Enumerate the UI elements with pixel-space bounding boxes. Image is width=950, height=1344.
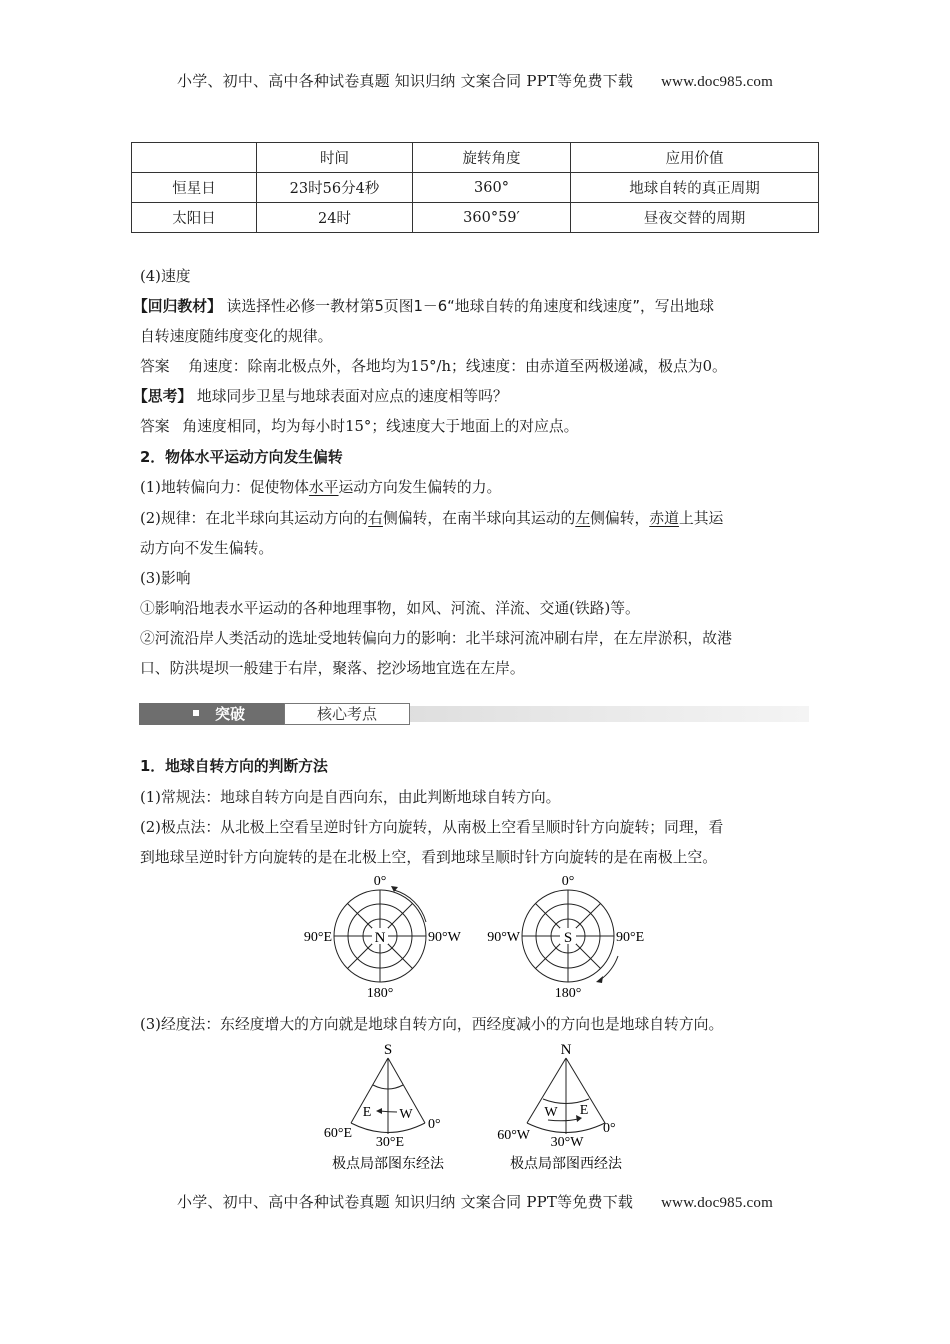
deflection-item2-line2: 动方向不发生偏转。 (140, 540, 274, 557)
underlined-text: 赤道 (649, 510, 679, 527)
textbook-question-text: 读选择性必修一教材第5页图1－6“地球自转的角速度和线速度”，写出地球 (226, 298, 714, 315)
deflection-item3-2-line2: 口、防洪堤坝一般建于右岸，聚落、挖沙场地宜选在左岸。 (140, 660, 525, 677)
answer-text: 角速度相同，均为每小时15°；线速度大于地面上的对应点。 (182, 418, 579, 435)
pole-label: N (374, 930, 386, 946)
day-comparison-table (131, 142, 819, 233)
dir-right: E (579, 1103, 589, 1118)
label-right: 90°W (428, 930, 461, 945)
lon-right: 0° (603, 1121, 616, 1136)
method-2-line1: (2)极点法：从北极上空看呈逆时针方向旋转，从南极上空看呈顺时针方向旋转；同理，看 (140, 819, 724, 836)
lon-right: 0° (428, 1117, 441, 1132)
answer-label: 答案 (140, 358, 170, 375)
label-180: 180° (554, 986, 582, 1000)
label-0: 0° (561, 874, 575, 889)
method-3: (3)经度法：东经度增大的方向就是地球自转方向，西经度减小的方向也是地球自转方向。 (140, 1016, 724, 1033)
deflection-item1 (140, 476, 501, 497)
polar-diagram-north (290, 870, 480, 1004)
arrow-head-icon (596, 976, 603, 983)
dir-left: E (362, 1105, 372, 1120)
figure-caption: 极点局部图西经法 (510, 1157, 622, 1172)
deflection-title: 2．物体水平运动方向发生偏转 (140, 449, 343, 466)
banner-light-tab: 核心考点 (284, 703, 410, 725)
answer-1 (140, 355, 727, 376)
label-left: 90°E (303, 930, 332, 945)
textbook-question-line1 (133, 295, 714, 316)
table-cell: 恒星日 (132, 173, 257, 203)
table-row (132, 173, 819, 203)
table-cell: 太阳日 (132, 203, 257, 233)
table-cell: 360° (413, 173, 571, 203)
text: 侧偏转，在南半球向其运动的 (382, 510, 576, 527)
apex-label: N (560, 1042, 572, 1058)
lon-mid: 30°W (550, 1135, 584, 1150)
table-header-cell: 时间 (257, 143, 413, 173)
label-left: 90°W (487, 930, 520, 945)
table-row (132, 203, 819, 233)
text: (2)规律：在北半球向其运动方向的 (140, 510, 369, 527)
answer-text: 角速度：除南北极点外，各地均为15°/h；线速度：由赤道至两极递减，极点为0。 (188, 358, 727, 375)
textbook-question-line2: 自转速度随纬度变化的规律。 (140, 328, 333, 345)
label-right: 90°E (616, 930, 645, 945)
polar-diagram-south (475, 870, 665, 1004)
think-tag: 【思考】 (133, 388, 193, 405)
method-1: (1)常规法：地球自转方向是自西向东，由此判断地球自转方向。 (140, 789, 561, 806)
lon-left: 60°W (497, 1128, 530, 1143)
dir-right: W (399, 1107, 413, 1122)
banner-dark-label: 突破 (215, 705, 246, 723)
square-bullet-icon (193, 710, 199, 716)
deflection-item3-1: ①影响沿地表水平运动的各种地理事物，如风、河流、洋流、交通(铁路)等。 (140, 600, 640, 617)
page-header (0, 70, 950, 91)
table-header-cell: 旋转角度 (413, 143, 571, 173)
apex-label: S (383, 1042, 393, 1058)
figure-caption: 极点局部图东经法 (332, 1157, 444, 1172)
banner-dark-tab (139, 703, 284, 725)
label-180: 180° (366, 986, 394, 1000)
dir-left: W (544, 1105, 558, 1120)
answer-label: 答案 (140, 418, 170, 435)
textbook-tag: 【回归教材】 (133, 298, 222, 315)
table-header-cell (132, 143, 257, 173)
text: (1)地转偏向力：促使物体 (140, 479, 309, 496)
label-0: 0° (373, 874, 387, 889)
header-url[interactable]: www.doc985.com (661, 74, 773, 90)
underlined-text: 左 (575, 510, 591, 527)
deflection-item3-title: (3)影响 (140, 570, 191, 587)
footer-url[interactable]: www.doc985.com (661, 1195, 773, 1211)
think-text: 地球同步卫星与地球表面对应点的速度相等吗？ (196, 388, 508, 405)
sector-diagram-east (300, 1040, 470, 1179)
table-header-row (132, 143, 819, 173)
table-cell: 360°59′ (413, 203, 571, 233)
text: 上其运 (678, 510, 724, 527)
pole-label: S (563, 930, 573, 946)
table-cell: 昼夜交替的周期 (571, 203, 819, 233)
footer-text: 小学、初中、高中各种试卷真题 知识归纳 文案合同 PPT等免费下载 (177, 1193, 634, 1211)
underlined-text: 水平 (308, 479, 339, 496)
arrow-head-icon (376, 1108, 382, 1114)
deflection-item3-2-line1: ②河流沿岸人类活动的选址受地转偏向力的影响：北半球河流冲刷右岸，在左岸淤积，故港 (140, 630, 732, 647)
table-header-cell: 应用价值 (571, 143, 819, 173)
section-banner (139, 700, 809, 730)
method-title: 1．地球自转方向的判断方法 (140, 758, 328, 775)
underlined-text: 右 (368, 510, 383, 527)
method-2-line2: 到地球呈逆时针方向旋转的是在北极上空，看到地球呈顺时针方向旋转的是在南极上空。 (140, 849, 718, 866)
lon-left: 60°E (323, 1126, 352, 1141)
speed-title: (4)速度 (140, 268, 191, 285)
table-cell: 23时56分4秒 (257, 173, 413, 203)
text: 侧偏转， (590, 510, 650, 527)
table-cell: 24时 (257, 203, 413, 233)
page-footer (0, 1191, 950, 1212)
deflection-item2-line1 (140, 507, 723, 528)
table-cell: 地球自转的真正周期 (571, 173, 819, 203)
answer-2 (140, 415, 578, 436)
lon-mid: 30°E (375, 1135, 405, 1150)
sector-diagram-west (480, 1040, 650, 1179)
text: 运动方向发生偏转的力。 (338, 479, 502, 496)
think-question (133, 385, 508, 406)
header-text: 小学、初中、高中各种试卷真题 知识归纳 文案合同 PPT等免费下载 (177, 72, 634, 90)
